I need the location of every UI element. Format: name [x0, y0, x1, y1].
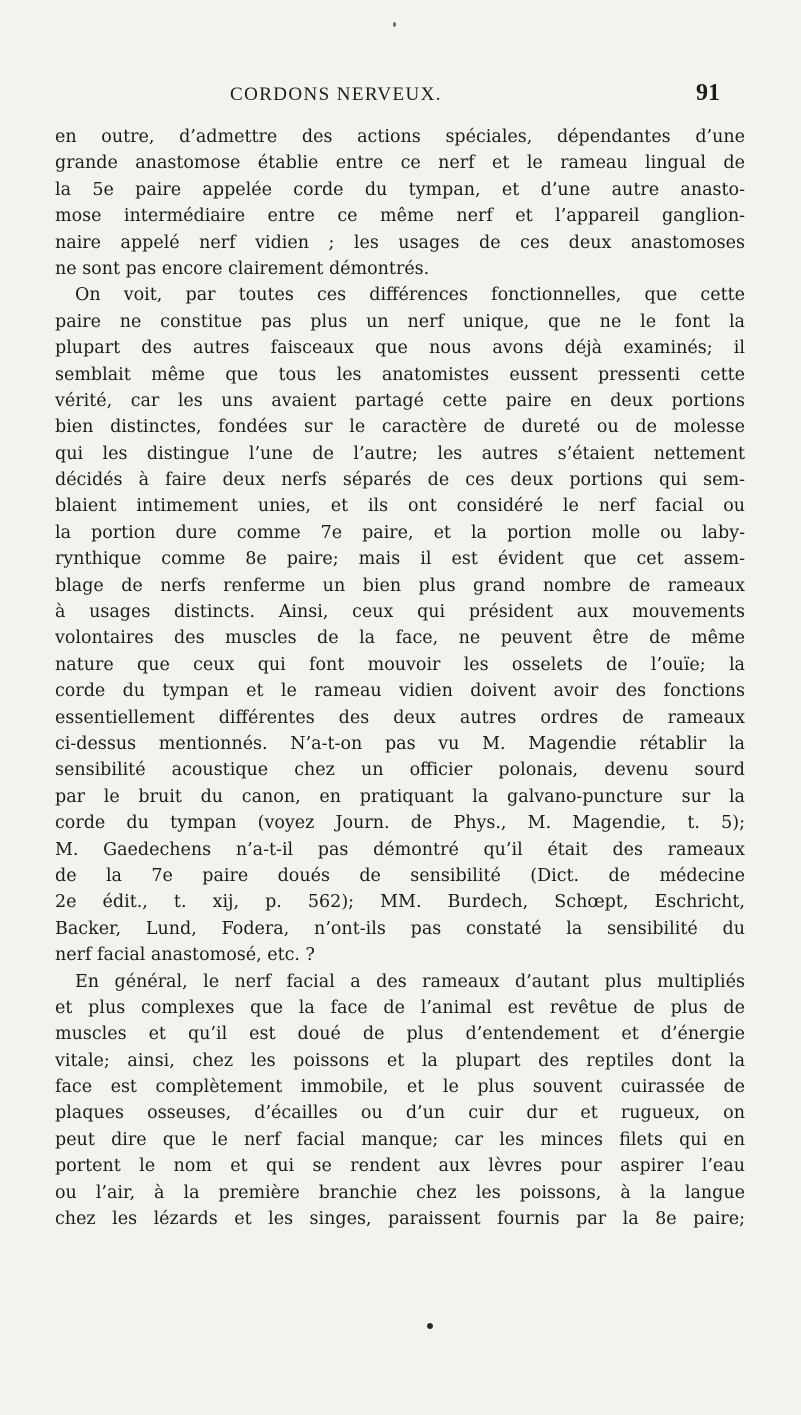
text-line: la 5e paire appelée corde du tympan, et d’une autre anasto-: [55, 179, 745, 200]
text-line: blage de nerfs renferme un bien plus grand nombre de rameaux: [55, 575, 745, 596]
running-title: CORDONS NERVEUX.: [230, 84, 442, 105]
text-line: à usages distincts. Ainsi, ceux qui président aux mouvements: [55, 602, 745, 623]
text-line: portent le nom et qui se rendent aux lèvres pour aspirer l’eau: [55, 1156, 745, 1177]
text-line: vérité, car les uns avaient partagé cette paire en deux portions: [55, 390, 745, 411]
text-line: paire ne constitue pas plus un nerf unique, que ne le font la: [55, 311, 745, 332]
paper-speck: [393, 22, 396, 27]
text-line: sensibilité acoustique chez un officier polonais, devenu sourd: [55, 760, 745, 781]
text-line: qui les distingue l’une de l’autre; les autres s’étaient nettement: [55, 443, 745, 464]
text-line: M. Gaedechens n’a-t-il pas démontré qu’il était des rameaux: [55, 839, 745, 860]
text-line: rynthique comme 8e paire; mais il est évident que cet assem-: [55, 549, 745, 570]
body-text: [55, 124, 745, 1232]
text-line: en outre, d’admettre des actions spéciales, dépendantes d’une: [55, 127, 745, 147]
text-line: muscles et qu’il est doué de plus d’entendement et d’énergie: [55, 1024, 745, 1045]
text-line: peut dire que le nerf facial manque; car les minces filets qui en: [55, 1129, 745, 1150]
page-number: 91: [696, 80, 720, 106]
text-line: volontaires des muscles de la face, ne peuvent être de même: [55, 628, 745, 649]
text-line: semblait même que tous les anatomistes eussent pressenti cette: [55, 364, 745, 385]
text-line: essentiellement différentes des deux autres ordres de rameaux: [55, 707, 745, 728]
text-line: et plus complexes que la face de l’animal est revêtue de plus de: [55, 997, 745, 1018]
text-line: En général, le nerf facial a des rameaux d’autant plus multipliés: [75, 971, 745, 992]
page-header: [80, 80, 720, 118]
text-line: chez les lézards et les singes, paraissent fournis par la 8e paire;: [55, 1209, 745, 1230]
text-line: naire appelé nerf vidien ; les usages de ces deux anastomoses: [55, 232, 745, 253]
text-line: 2e édit., t. xij, p. 562); MM. Burdech, Schœpt, Eschricht,: [55, 892, 745, 913]
text-line: On voit, par toutes ces différences fonctionnelles, que cette: [75, 285, 745, 306]
text-line: de la 7e paire doués de sensibilité (Dict. de médecine: [55, 865, 745, 886]
text-line: ne sont pas encore clairement démontrés.: [55, 258, 430, 279]
text-line: par le bruit du canon, en pratiquant la galvano-puncture sur la: [55, 786, 745, 807]
text-line: corde du tympan (voyez Journ. de Phys., M. Magendie, t. 5);: [55, 813, 745, 834]
text-line: nerf facial anastomosé, etc. ?: [55, 945, 315, 966]
text-line: grande anastomose établie entre ce nerf et le rameau lingual de: [55, 153, 745, 174]
text-line: face est complètement immobile, et le plus souvent cuirassée de: [55, 1077, 745, 1098]
text-line: la portion dure comme 7e paire, et la portion molle ou laby-: [55, 522, 745, 543]
text-line: Backer, Lund, Fodera, n’ont-ils pas constaté la sensibilité du: [55, 918, 745, 939]
text-line: décidés à faire deux nerfs séparés de ces deux portions qui sem-: [55, 470, 745, 491]
text-line: vitale; ainsi, chez les poissons et la plupart des reptiles dont la: [55, 1050, 745, 1071]
text-line: mose intermédiaire entre ce même nerf et l’appareil ganglion-: [55, 206, 745, 227]
text-line: ou l’air, à la première branchie chez les poissons, à la langue: [55, 1182, 745, 1203]
text-line: corde du tympan et le rameau vidien doivent avoir des fonctions: [55, 681, 745, 702]
text-line: ci-dessus mentionnés. N’a-t-on pas vu M. Magendie rétablir la: [55, 733, 745, 754]
text-line: blaient intimement unies, et ils ont considéré le nerf facial ou: [55, 496, 745, 517]
text-line: plupart des autres faisceaux que nous avons déjà examinés; il: [55, 338, 745, 359]
text-line: plaques osseuses, d’écailles ou d’un cuir dur et rugueux, on: [55, 1103, 745, 1124]
text-line: bien distinctes, fondées sur le caractère de dureté ou de molesse: [55, 417, 745, 438]
text-line: nature que ceux qui font mouvoir les osselets de l’ouïe; la: [55, 654, 745, 675]
ink-dot: [427, 1323, 433, 1329]
